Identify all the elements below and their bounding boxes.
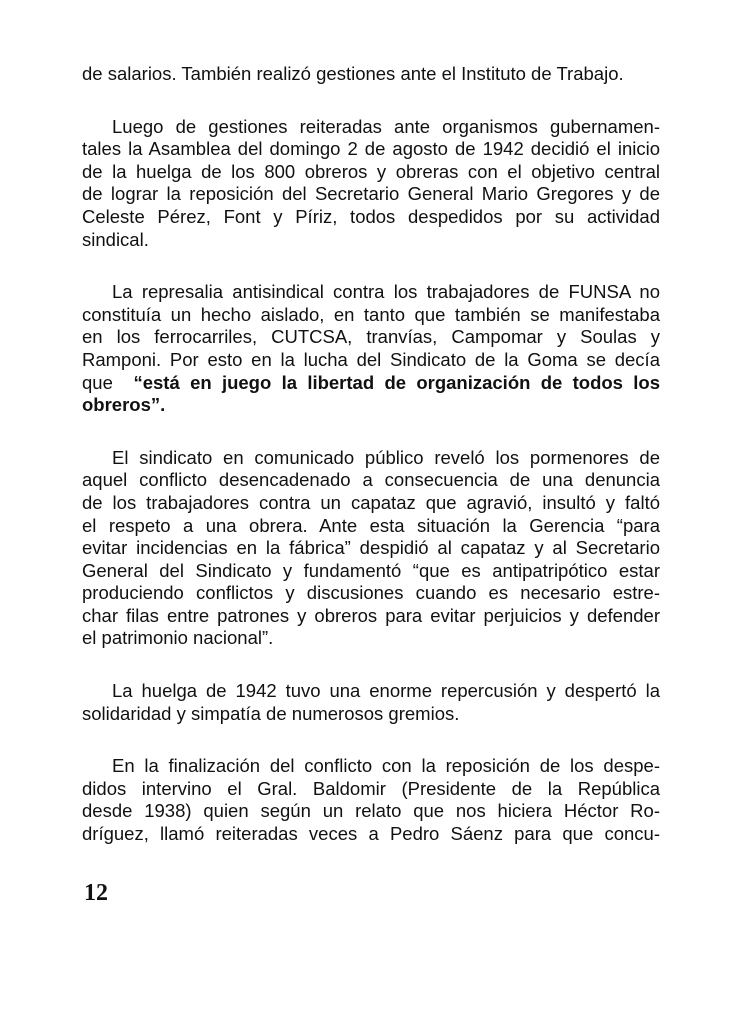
paragraph-3 (82, 281, 660, 417)
text-line: Celeste Pérez, Font y Píriz, todos despedidos por su actividad (82, 205, 660, 227)
paragraph-2 (82, 116, 660, 252)
text-line: dríguez, llamó reiteradas veces a Pedro Sáenz para que concu- (82, 823, 660, 845)
text-line: Luego de gestiones reiteradas ante organismos gubernamen- (112, 115, 660, 137)
text-fragment: que (82, 371, 113, 393)
page-body (82, 63, 660, 876)
bold-quote: “está en juego la libertad de organización de todos los (133, 371, 661, 393)
text-line: didos intervino el Gral. Baldomir (Presidente de la República (82, 777, 660, 799)
text-line: solidaridad y simpatía de numerosos gremios. (82, 702, 460, 724)
text-line: de salarios. También realizó gestiones ante el Instituto de Trabajo. (82, 63, 624, 84)
text-line: el respeto a una obrera. Ante esta situación la Gerencia “para (82, 514, 660, 536)
text-line: La huelga de 1942 tuvo una enorme repercusión y despertó la (112, 680, 660, 702)
text-line: La represalia antisindical contra los trabajadores de FUNSA no (112, 281, 660, 303)
paragraph-1 (82, 63, 660, 86)
text-line: constituía un hecho aislado, en tanto que también se manifestaba (82, 303, 660, 325)
text-line: de lograr la reposición del Secretario General Mario Gregores y de (82, 183, 660, 205)
text-line: produciendo conflictos y discusiones cuando es necesario estre- (82, 582, 660, 604)
text-line: En la finalización del conflicto con la reposición de los despe- (112, 755, 660, 777)
text-line: el patrimonio nacional”. (82, 627, 274, 649)
page-number: 12 (84, 880, 108, 906)
text-line (82, 394, 660, 417)
paragraph-5 (82, 680, 660, 725)
text-line: desde 1938) quien según un relato que nos hiciera Héctor Ro- (82, 800, 660, 822)
text-line: evitar incidencias en la fábrica” despidió al capataz y al Secretario (82, 537, 660, 559)
paragraph-4 (82, 447, 660, 650)
text-line: de la huelga de los 800 obreros y obreras con el objetivo central (82, 160, 660, 182)
text-line: sindical. (82, 228, 149, 250)
text-line: de los trabajadores contra un capataz que agravió, insultó y faltó (82, 491, 660, 513)
bold-quote: obreros”. (82, 394, 166, 416)
text-line (82, 372, 660, 395)
text-line: en los ferrocarriles, CUTCSA, tranvías, Campomar y Soulas y (82, 326, 660, 348)
text-line: General del Sindicato y fundamentó “que es antipatripótico estar (82, 559, 660, 581)
text-line: char filas entre patrones y obreros para evitar perjuicios y defender (82, 604, 660, 626)
text-line: Ramponi. Por esto en la lucha del Sindicato de la Goma se decía (82, 348, 660, 370)
text-line: aquel conflicto desencadenado a consecuencia de una denuncia (82, 469, 660, 491)
text-line: El sindicato en comunicado público reveló los pormenores de (112, 446, 660, 468)
text-line: tales la Asamblea del domingo 2 de agosto de 1942 decidió el inicio (82, 138, 660, 160)
paragraph-6 (82, 755, 660, 845)
